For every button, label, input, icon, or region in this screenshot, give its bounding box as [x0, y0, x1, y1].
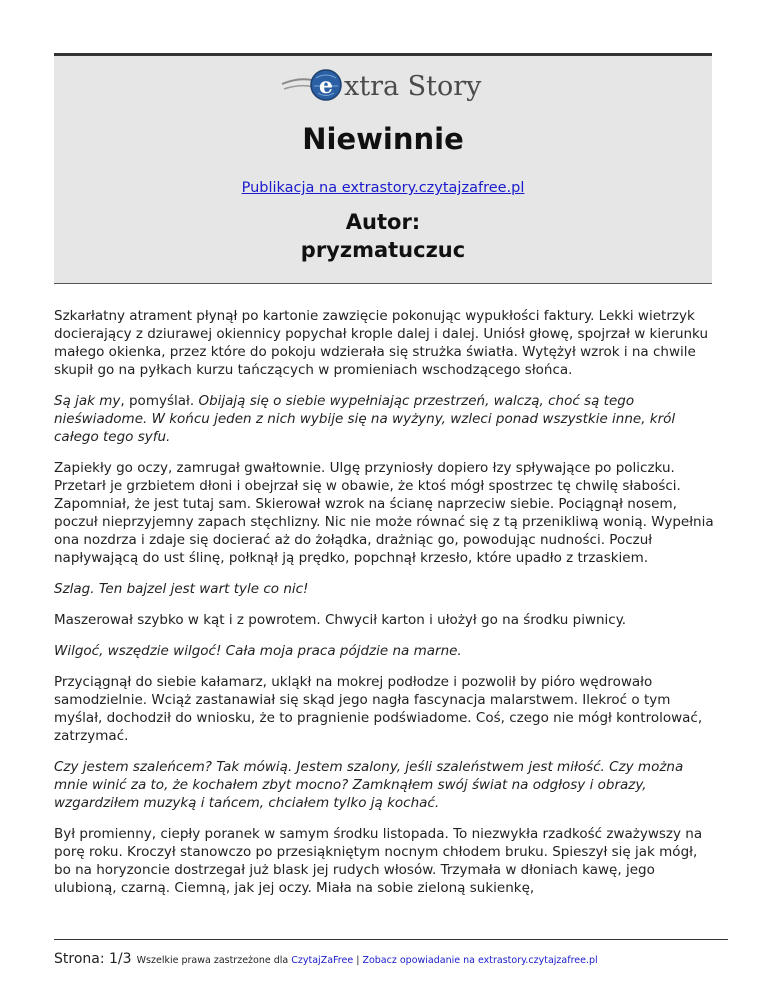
story-content	[54, 307, 716, 910]
paragraph: Był promienny, ciepły poranek w samym środku listopada. To niezwykła rzadkość zważywszy na porę roku. Kroczył stanowczo po przesiąkniętym nocnym chłodem bruku. Spieszył się jak mógł, bo na horyzoncie dostrzegał już blask jej rudych włosów. Trzymała w dłoniach kawę, jego ulubioną, czarną. Ciemną, jak jej oczy. Miała na sobie zieloną sukienkę,	[54, 826, 703, 896]
page-title: Niewinnie	[302, 122, 464, 156]
extra-story-logo[interactable]	[54, 62, 712, 108]
story-link[interactable]: Zobacz opowiadanie na extrastory.czytajzafree.pl	[362, 955, 598, 966]
paragraph: Maszerował szybko w kąt i z powrotem. Chwycił karton i ułożył go na środku piwnicy.	[54, 612, 627, 628]
page-footer	[54, 939, 728, 967]
publication-link-wrapper	[54, 180, 712, 196]
author-block	[54, 208, 712, 264]
paragraph: Wilgoć, wszędzie wilgoć! Cała moja praca pójdzie na marne.	[54, 643, 462, 659]
rights-text: Wszelkie prawa zastrzeżone dla	[136, 955, 289, 966]
paragraph: Czy jestem szaleńcem? Tak mówią. Jestem szalony, jeśli szaleństwem jest miłość. Czy można mnie winić za to, że kochałem zbyt mocno? Zamknąłem swój świat na odgłosy i obrazy, wzgardziłem muzyką i tańcem, chciałem tylko ją kochać.	[54, 759, 684, 811]
footer-rights	[137, 955, 598, 966]
paragraph	[54, 392, 716, 446]
paragraph: Szkarłatny atrament płynął po kartonie zawzięcie pokonując wypukłości faktury. Lekki wietrzyk docierający z dziurawej okiennicy popychał krople dalej i dalej. Uniósł głowę, spojrzał w kierunku małego okienka, przez które do pokoju wdzierała się strużka światła. Wytężył wzrok i na chwile skupił go na pyłkach kurzu tańczących w promieniach wschodzącego słońca.	[54, 308, 709, 378]
extra-story-logo-image	[278, 62, 488, 108]
header-box	[54, 53, 712, 284]
svg-text:e: e	[319, 73, 333, 99]
footer-separator: |	[356, 955, 360, 966]
paragraph-text: , pomyślał.	[120, 393, 199, 409]
paragraph: Zapiekły go oczy, zamrugał gwałtownie. Ulgę przyniosły dopiero łzy spływające po policzku. Przetarł je grzbietem dłoni i obejrzał się w obawie, że ktoś mógł spostrzec tę chwilę słabości. Zapomniał, że jest tutaj sam. Skierował wzrok na ścianę naprzeciw siebie. Pociągnął nosem, poczuł nieprzyjemny zapach stęchlizny. Nic nie może równać się z tą przenikliwą wonią. Wypełnia ona nozdrza i zdaje się docierać aż do żołądka, drażniąc go, powodując nudności. Poczuł napływającą do ust ślinę, połknął ją prędko, popchnął krzesło, które upadło z trzaskiem.	[54, 460, 714, 566]
czytajzafree-link[interactable]: CzytajZaFree	[291, 955, 354, 966]
paragraph-italic: Są jak my	[54, 393, 121, 409]
page-counter: Strona: 1/3	[54, 951, 132, 967]
author-name: pryzmatuczuc	[300, 238, 466, 262]
paragraph: Szlag. Ten bajzel jest wart tyle co nic!	[54, 581, 309, 597]
publication-link[interactable]: Publikacja na extrastory.czytajzafree.pl	[241, 180, 525, 196]
author-label: Autor:	[345, 210, 421, 234]
svg-text:xtra Story: xtra Story	[344, 71, 482, 102]
paragraph-italic: Obijają się o siebie wypełniając przestrzeń, walczą, choć są tego nieświadome. W końcu jeden z nich wybije się na wyżyny, wzleci ponad wszystkie inne, król całego tego syfu.	[54, 393, 676, 445]
paragraph: Przyciągnął do siebie kałamarz, ukląkł na mokrej podłodze i pozwolił by pióro wędrowało samodzielnie. Wciąż zastanawiał się skąd jego nagła fascynacja malarstwem. Ilekroć o tym myślał, dochodził do wniosku, że to pragnienie podświadome. Coś, czego nie mógł kontrolować, zatrzymać.	[54, 674, 703, 744]
